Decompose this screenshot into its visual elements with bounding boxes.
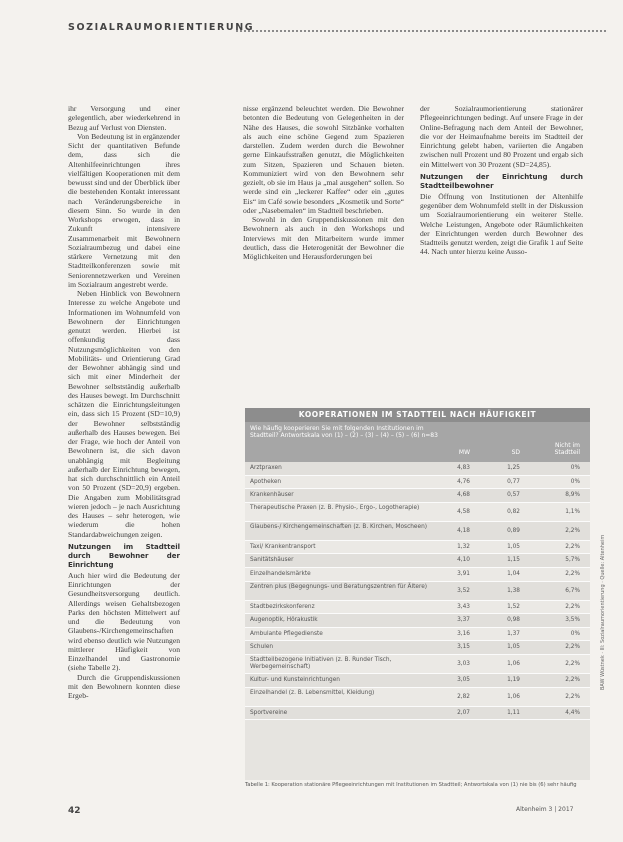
row-sd: 1,06 — [507, 660, 520, 667]
row-mean: 3,91 — [457, 570, 470, 577]
paragraph: nisse ergänzend beleuchtet werden. Die Bewohner betonten die Bedeutung von Gelegenheiten in der Nähe des Hauses, die sowohl Sitzbänke vorhalten als auch eine schöne Gegend zum Spazieren darstellen. Zudem werden durch die Bewohner gerne Einkaufsstraßen genutzt, die Möglichkeiten zum Sitzen, Spazieren und Schauen bieten. Kommuniziert wird von den Bewohnern sehr gezielt, ob sie im Haus ja „mal ausgehen“ sollen. So werde sind ein „leckerer Kaffee“ oder ein „gutes Eis“ im Café sowie besonders „Kosmetik und Sorte“ oder „Nasebemalen“ im Stadtteil beschrieben. — [243, 104, 404, 215]
row-not-in-district: 6,7% — [565, 587, 580, 594]
table-row — [245, 628, 590, 642]
row-not-in-district: 1,1% — [565, 508, 580, 515]
table-row — [245, 674, 590, 688]
paragraph: der Sozialraumorientierung stationärer Pflegeeinrichtungen bedingt. Auf unsere Frage in der Online-Befragung nach dem Anteil der Bewohner, die vor der Heimaufnahme bereits im Stadtteil der Einrichtung gelebt haben, variierten die Angaben zwischen null Prozent und 80 Prozent und ergab sich ein Mittelwert von 30 Prozent (SD=24,85). — [420, 104, 583, 169]
row-mean: 2,82 — [457, 693, 470, 700]
subheading: Nutzungen im Stadtteil durch Bewohner der Einrichtung — [68, 542, 180, 569]
row-label: Stadtbezirkskonferenz — [250, 603, 315, 610]
table-title: KOOPERATIONEN IM STADTTEIL NACH HÄUFIGKEIT — [245, 408, 590, 422]
paragraph: Neben Hinblick von Bewohnern Interesse zu welche Angebote und Informationen im Wohnumfeld von Bewohnern der Einrichtungen genutzt werden. Hierbei ist offenkundig dass Nutzungsmöglichkeiten von den Mobilitäts- und Orientierung Grad der Bewohner abhängig sind und sich mit einer Minderheit der Bewohner selbstständig außerhalb des Hauses bewegt. Im Durchschnitt schätzen die Einrichtungsleitungen ein, dass sich 15 Prozent (SD=10,9) der Bewohner selbstständig außerhalb des Hauses bewegen. Bei der Frage, wie hoch der Anteil von Bewohnern ist, die sich davon unabhängig mit Begleitung außerhalb der Einrichtung bewegen, hat sich durchschnittlich ein Anteil von 50 Prozent (SD=20,9) ergeben. Die Angaben zum Mobilitätsgrad wieren jedoch – je nach Ausrichtung des Hauses – sehr heterogen, wie wiederum die hohen Standardabweichungen zeigen. — [68, 289, 180, 539]
table-row — [245, 582, 590, 601]
row-mean: 3,37 — [457, 617, 470, 624]
row-sd: 1,37 — [507, 630, 520, 637]
table-question: Wie häufig kooperieren Sie mit folgenden Institutionen im Stadtteil? Antwortskala von (1) – (2) – (3) – (4) – (5) – (6) n=83 — [250, 425, 438, 439]
row-label: Arztpraxen — [250, 465, 282, 471]
row-mean: 3,52 — [457, 587, 470, 594]
row-sd: 1,25 — [507, 465, 520, 471]
row-not-in-district: 4,4% — [565, 709, 580, 716]
row-mean: 4,68 — [457, 492, 470, 499]
table-row — [245, 522, 590, 541]
paragraph: ihr Versorgung und einer gelegentlich, aber wiederkehrend in Bezug auf Verlust von Diensten. — [68, 104, 180, 132]
row-not-in-district: 3,5% — [565, 617, 580, 624]
subheading: Nutzungen der Einrichtung durch Stadtteilbewohner — [420, 172, 583, 190]
paragraph: Auch hier wird die Bedeutung der Einrichtungen der Gesundheitsversorgung deutlich. Allerdings weisen Gehaltsbezogen Parks den höchsten Mittelwert auf und die Bedeutung von Glaubens-/Kirchengemeinschaften wird ebenso deutlich wie Nutzungen mittlerer Häufigkeit von Einzelhandel und Gastronomie (siehe Tabelle 2). — [68, 570, 180, 673]
table-row — [245, 688, 590, 707]
text-column-1 — [68, 104, 180, 700]
page-number: 42 — [68, 806, 81, 816]
row-label: Therapeutische Praxen (z. B. Physio-, Ergo-, Logotherapie) — [250, 504, 420, 511]
row-label: Sanitätshäuser — [250, 557, 294, 564]
row-not-in-district: 2,2% — [565, 527, 580, 534]
row-mean: 3,05 — [457, 676, 470, 683]
row-not-in-district: 2,2% — [565, 660, 580, 667]
table-row — [245, 489, 590, 503]
table-header — [245, 422, 590, 462]
table-row — [245, 641, 590, 655]
row-not-in-district: 2,2% — [565, 676, 580, 683]
row-mean: 3,43 — [457, 603, 470, 610]
row-sd: 0,57 — [507, 492, 520, 499]
row-mean: 4,83 — [457, 465, 470, 471]
row-label: Zentren plus (Begegnungs- und Beratungszentren für Ältere) — [250, 583, 428, 590]
row-mean: 3,16 — [457, 630, 470, 637]
row-not-in-district: 2,2% — [565, 570, 580, 577]
row-sd: 1,19 — [507, 676, 520, 683]
row-label: Einzelhandelsmärkte — [250, 570, 311, 577]
row-not-in-district: 2,2% — [565, 693, 580, 700]
row-not-in-district: 0% — [570, 478, 580, 485]
row-mean: 3,15 — [457, 644, 470, 651]
row-label: Taxi/ Krankentransport — [250, 543, 316, 550]
row-sd: 0,82 — [507, 508, 520, 515]
row-sd: 0,89 — [507, 527, 520, 534]
row-label: Stadtteilbezogene Initiativen (z. B. Runder Tisch, Werbegemeinschaft) — [250, 656, 392, 670]
row-label: Augenoptik, Hörakustik — [250, 617, 318, 624]
photo-credit-text: BAW Wüstnek · Ill: Sozialraumorientierung · Quelle: Altenheim — [600, 534, 606, 690]
journal-issue: Altenheim 3 | 2017 — [516, 806, 574, 813]
row-sd: 0,77 — [507, 478, 520, 485]
text-column-2 — [243, 104, 404, 261]
table-row — [245, 462, 590, 476]
row-not-in-district: 0% — [570, 630, 580, 637]
row-not-in-district: 0% — [570, 465, 580, 471]
row-label: Sportvereine — [250, 709, 288, 716]
column-header-sd: SD — [511, 449, 520, 456]
paragraph: Von Bedeutung ist in ergänzender Sicht der quantitativen Befunde dem, dass sich die Altenhilfeeinrichtungen ihres vielfältigen Kooperationen mit dem bewusst sind und der Überblick über die bestehenden Kontakt interessant nach Veränderungsbereiche in diesem Sinn. So wurde in den Workshops erwogen, dass in Zukunft intensivere Zusammenarbeit mit Bewohnern Sozialraumbezug und dabei eine stärkere Vernetzung mit den Stadtteilkonferenzen sowie mit Seniorennetzwerken und Vereinen im Sozialraum angestrebt werde. — [68, 131, 180, 289]
table-row — [245, 568, 590, 582]
table-row — [245, 503, 590, 522]
header-dotted-rule — [236, 30, 606, 32]
row-not-in-district: 2,2% — [565, 543, 580, 550]
row-label: Krankenhäuser — [250, 492, 294, 499]
row-sd: 1,05 — [507, 644, 520, 651]
row-label: Schulen — [250, 644, 274, 651]
row-sd: 1,11 — [507, 709, 520, 716]
row-sd: 1,04 — [507, 570, 520, 577]
paragraph: Sowohl in den Gruppendiskussionen mit den Bewohnern als auch in den Workshops und Interviews mit den Mitarbeitern wurde immer deutlich, dass die Heterogenität der Bewohner die Möglichkeiten und Herausforderungen bei — [243, 215, 404, 261]
row-mean: 4,18 — [457, 527, 470, 534]
column-header-mw: MW — [458, 449, 470, 456]
paragraph: Die Öffnung von Institutionen der Altenhilfe gegenüber dem Wohnumfeld stellt in der Diskussion um Sozialraumorientierung ein weiterer Stelle. Welche Leistungen, Angebote oder Räumlichkeiten der Einrichtungen werden durch Bewohner des Stadtteils genutzt werden, zeigt die Grafik 1 auf Seite 44. Nach unter hierzu keine Ausso- — [420, 191, 583, 257]
table-row — [245, 614, 590, 628]
row-label: Einzelhandel (z. B. Lebensmittel, Kleidung) — [250, 689, 375, 696]
row-label: Glaubens-/ Kirchengemeinschaften (z. B. Kirchen, Moscheen) — [250, 523, 428, 530]
paragraph: Durch die Gruppendiskussionen mit den Bewohnern konnten diese Ergeb- — [68, 672, 180, 700]
row-sd: 1,52 — [507, 603, 520, 610]
table-row — [245, 707, 590, 721]
row-mean: 2,07 — [457, 709, 470, 716]
text-column-3 — [420, 104, 583, 257]
row-mean: 3,03 — [457, 660, 470, 667]
row-mean: 4,76 — [457, 478, 470, 485]
row-sd: 1,05 — [507, 543, 520, 550]
table-row — [245, 601, 590, 615]
row-sd: 1,38 — [507, 587, 520, 594]
table-row — [245, 655, 590, 674]
row-label: Ambulante Pflegedienste — [250, 630, 323, 637]
cooperation-table — [245, 408, 590, 780]
row-mean: 4,58 — [457, 508, 470, 515]
row-label: Apotheken — [250, 478, 282, 485]
table-row — [245, 554, 590, 568]
row-mean: 4,10 — [457, 557, 470, 564]
row-not-in-district: 2,2% — [565, 603, 580, 610]
row-not-in-district: 5,7% — [565, 557, 580, 564]
column-header-not-in-district: Nicht im Stadtteil — [554, 442, 580, 456]
row-mean: 1,32 — [457, 543, 470, 550]
table-row — [245, 541, 590, 555]
row-sd: 1,06 — [507, 693, 520, 700]
row-sd: 1,15 — [507, 557, 520, 564]
row-not-in-district: 8,9% — [565, 492, 580, 499]
page-header — [0, 18, 623, 38]
table-caption: Tabelle 1: Kooperation stationäre Pflegeeinrichtungen mit Institutionen im Stadtteil; Antwortskala von (1) nie bis (6) sehr häufig — [245, 782, 577, 788]
section-title: SOZIALRAUMORIENTIERUNG — [68, 22, 255, 33]
row-not-in-district: 2,2% — [565, 644, 580, 651]
table-row — [245, 476, 590, 490]
row-sd: 0,98 — [507, 617, 520, 624]
table-body — [245, 462, 590, 720]
row-label: Kultur- und Kunsteinrichtungen — [250, 676, 340, 683]
